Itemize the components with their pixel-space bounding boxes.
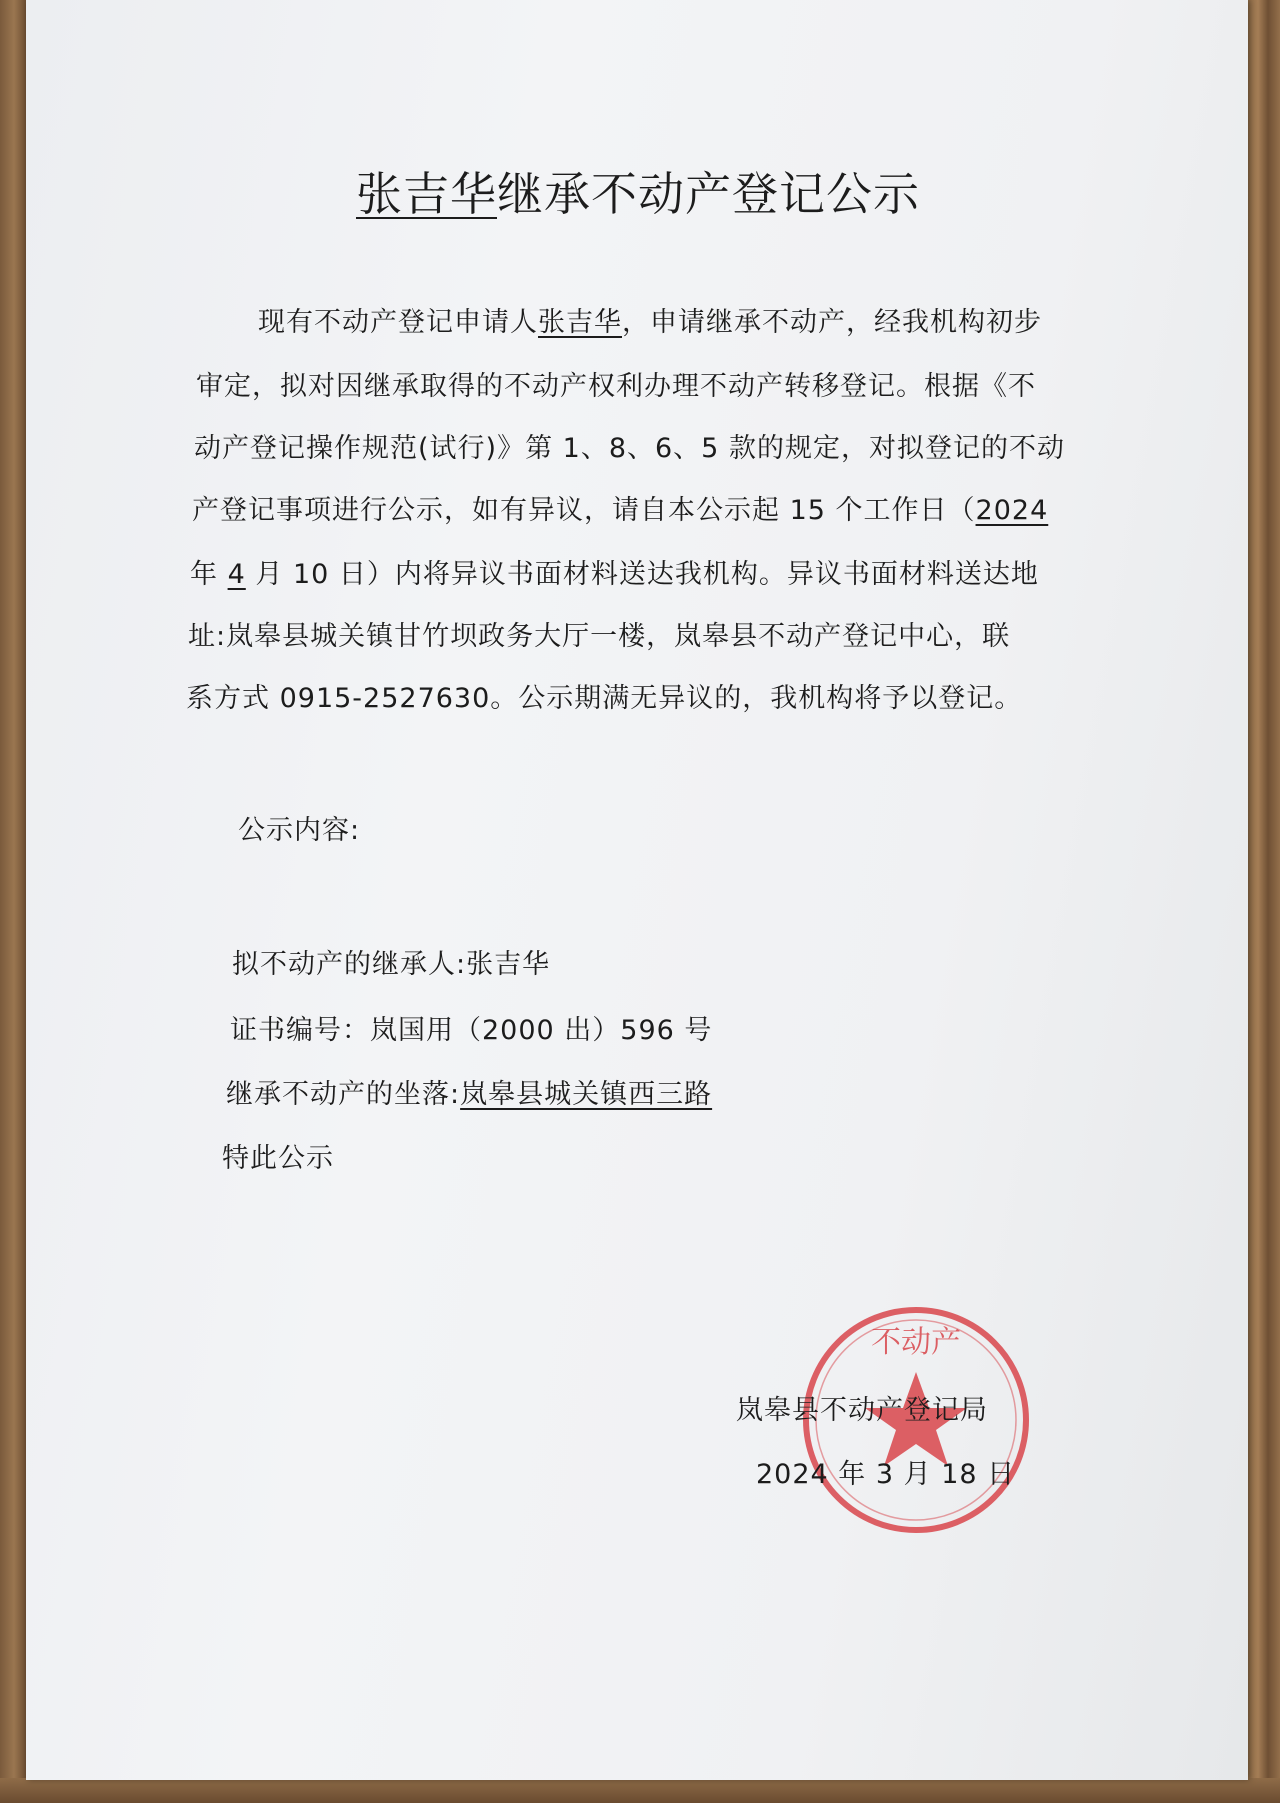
paragraph-line-2: 审定，拟对因继承取得的不动产权利办理不动产转移登记。根据《不 — [196, 371, 1036, 402]
line-4-text: 产登记事项进行公示，如有异议，请自本公示起 15 个工作日（ — [192, 495, 976, 526]
certificate-number: 证书编号：岚国用（2000 出）596 号 — [230, 1015, 713, 1046]
issuer-name: 岚皋县不动产登记局 — [736, 1395, 988, 1426]
paragraph-line-3: 动产登记操作规范(试行)》第 1、8、6、5 款的规定，对拟登记的不动 — [194, 433, 1065, 464]
heir-label: 拟不动产的继承人: — [232, 949, 467, 980]
issue-date: 2024 年 3 月 18 日 — [756, 1459, 1016, 1490]
paragraph-line-7: 系方式 0915-2527630。公示期满无异议的，我机构将予以登记。 — [186, 683, 1023, 714]
deadline-year: 2024 — [975, 495, 1049, 526]
wood-background-right — [1246, 0, 1280, 1803]
heir-name: 张吉华 — [466, 949, 551, 980]
line-1-text-rest: ，申请继承不动产，经我机构初步 — [622, 307, 1042, 338]
location-value: 岚皋县城关镇西三路 — [460, 1079, 713, 1110]
wood-background-bottom — [0, 1778, 1280, 1803]
document-page — [26, 0, 1248, 1780]
closing-text: 特此公示 — [222, 1143, 334, 1174]
title-rest: 继承不动产登记公示 — [497, 167, 920, 221]
location-line — [226, 1072, 712, 1111]
content-heading: 公示内容: — [238, 815, 361, 846]
line-5-text: 年 — [190, 559, 228, 590]
svg-text:不动产: 不动产 — [871, 1325, 961, 1360]
paragraph-line-6: 址:岚皋县城关镇甘竹坝政务大厅一楼，岚皋县不动产登记中心，联 — [188, 621, 1011, 652]
line-1-text: 现有不动产登记申请人 — [258, 307, 538, 338]
paragraph-line-5 — [190, 552, 1039, 591]
document-title — [356, 158, 956, 224]
line-5-text-rest: 月 10 日）内将异议书面材料送达我机构。异议书面材料送达地 — [245, 559, 1039, 590]
heir-line — [232, 942, 550, 981]
title-name: 张吉华 — [356, 167, 497, 221]
paragraph-line-1 — [258, 300, 1042, 339]
applicant-name: 张吉华 — [538, 307, 622, 338]
location-label: 继承不动产的坐落: — [226, 1079, 461, 1110]
paragraph-line-4 — [192, 488, 1048, 527]
deadline-month: 4 — [227, 559, 246, 590]
